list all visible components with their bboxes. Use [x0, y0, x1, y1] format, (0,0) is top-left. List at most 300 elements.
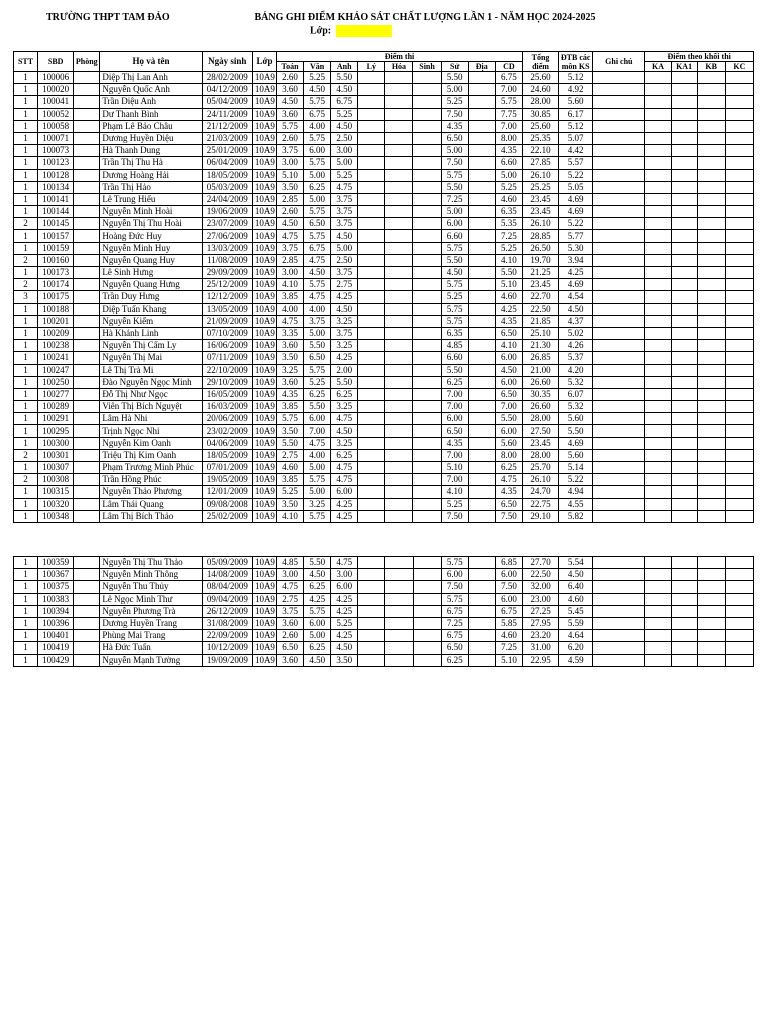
- table-cell: 3.85: [277, 291, 304, 303]
- table-cell: 5.25: [331, 169, 358, 181]
- table-cell: [468, 376, 495, 388]
- table-cell: 1: [14, 642, 38, 654]
- table-cell: 4.85: [441, 340, 468, 352]
- table-cell: [385, 132, 413, 144]
- table-cell: [468, 181, 495, 193]
- table-cell: [358, 510, 385, 522]
- table-cell: 5.60: [559, 96, 593, 108]
- table-cell: 100348: [38, 510, 74, 522]
- table-cell: [358, 388, 385, 400]
- table-cell-empty: [671, 340, 697, 352]
- table-cell: 5.82: [559, 510, 593, 522]
- table-cell: 10A9: [252, 462, 276, 474]
- table-cell: [413, 449, 441, 461]
- table-cell: 1: [14, 364, 38, 376]
- table-cell: 10A9: [252, 96, 276, 108]
- table-cell: Trần Thị Thu Hà: [100, 157, 202, 169]
- table-cell: 5.22: [559, 474, 593, 486]
- table-cell: 7.00: [441, 474, 468, 486]
- table-cell-empty: [593, 605, 645, 617]
- table-cell: 19/06/2009: [202, 206, 252, 218]
- table-cell: 1: [14, 352, 38, 364]
- table-cell: 4.35: [441, 437, 468, 449]
- table-cell: 6.00: [495, 425, 522, 437]
- table-cell: 5.22: [559, 218, 593, 230]
- table-cell: 1: [14, 340, 38, 352]
- table-cell: [385, 84, 413, 96]
- table-cell: [358, 291, 385, 303]
- table-cell-empty: [671, 84, 697, 96]
- table-cell: 18/05/2009: [202, 449, 252, 461]
- table-cell: 6.25: [441, 376, 468, 388]
- col-subject: Sinh: [413, 62, 441, 72]
- col-ngaysinh: Ngày sinh: [202, 52, 252, 72]
- table-cell: [468, 108, 495, 120]
- table-cell: 21/09/2009: [202, 315, 252, 327]
- table-cell-empty: [697, 327, 725, 339]
- table-cell: 6.75: [441, 605, 468, 617]
- table-cell-empty: [671, 96, 697, 108]
- table-cell: 3.75: [277, 242, 304, 254]
- table-cell: 4.20: [559, 364, 593, 376]
- table-cell: Nguyễn Kim Oanh: [100, 437, 202, 449]
- table-cell: 12/12/2009: [202, 291, 252, 303]
- table-cell: 4.35: [495, 145, 522, 157]
- table-cell-empty: [697, 181, 725, 193]
- table-cell: 100052: [38, 108, 74, 120]
- table-cell: [358, 437, 385, 449]
- table-cell: 4.50: [331, 425, 358, 437]
- table-cell-empty: [593, 72, 645, 84]
- table-cell-empty: [645, 510, 671, 522]
- table-cell: [385, 291, 413, 303]
- table-cell: 100071: [38, 132, 74, 144]
- table-cell: Nguyễn Minh Thông: [100, 569, 202, 581]
- table-cell: 4.50: [495, 364, 522, 376]
- table-cell: [413, 557, 441, 569]
- table-cell: 4.75: [304, 254, 331, 266]
- table-cell: Lê Thị Trà Mi: [100, 364, 202, 376]
- table-cell-empty: [671, 510, 697, 522]
- table-cell: 6.17: [559, 108, 593, 120]
- table-cell: [358, 581, 385, 593]
- table-cell: 7.50: [441, 510, 468, 522]
- table-cell: 4.37: [559, 315, 593, 327]
- table-cell: 2: [14, 474, 38, 486]
- table-cell: 29/09/2009: [202, 267, 252, 279]
- table-cell-empty: [697, 206, 725, 218]
- table-cell: [74, 364, 100, 376]
- table-cell: 8.00: [495, 132, 522, 144]
- table-cell: [385, 145, 413, 157]
- table-cell: 5.50: [495, 267, 522, 279]
- table-cell: 100419: [38, 642, 74, 654]
- table-cell: [413, 642, 441, 654]
- table-cell: 5.75: [304, 230, 331, 242]
- table-cell: 4.69: [559, 206, 593, 218]
- table-cell-empty: [697, 145, 725, 157]
- table-cell: [413, 569, 441, 581]
- table-cell: Nguyễn Minh Hoài: [100, 206, 202, 218]
- table-cell: 10A9: [252, 84, 276, 96]
- table-cell: 4.54: [559, 291, 593, 303]
- table-cell-empty: [671, 303, 697, 315]
- table-cell: [413, 401, 441, 413]
- table-cell: Nguyễn Quốc Anh: [100, 84, 202, 96]
- table-row: [14, 340, 754, 352]
- table-cell: 100058: [38, 120, 74, 132]
- table-row: [14, 352, 754, 364]
- table-cell: 1: [14, 630, 38, 642]
- table-cell-empty: [671, 425, 697, 437]
- table-cell: 3.25: [331, 437, 358, 449]
- table-cell: 21.00: [522, 364, 558, 376]
- table-cell: 04/12/2009: [202, 84, 252, 96]
- table-cell: 24.60: [522, 84, 558, 96]
- table-cell-empty: [671, 291, 697, 303]
- table-cell: [468, 630, 495, 642]
- table-cell: 5.54: [559, 557, 593, 569]
- table-cell: 21.30: [522, 340, 558, 352]
- table-cell-empty: [645, 230, 671, 242]
- table-cell: 4.10: [441, 486, 468, 498]
- table-cell: Hà Thanh Dung: [100, 145, 202, 157]
- table-cell-empty: [697, 157, 725, 169]
- table-cell: 16/05/2009: [202, 388, 252, 400]
- table-cell-empty: [671, 462, 697, 474]
- table-cell: 4.85: [277, 557, 304, 569]
- table-cell: 10A9: [252, 449, 276, 461]
- table-cell: 100315: [38, 486, 74, 498]
- table-cell: [358, 279, 385, 291]
- table-cell-empty: [697, 617, 725, 629]
- table-row: [14, 388, 754, 400]
- table-cell: 2.75: [277, 593, 304, 605]
- table-cell: Viên Thị Bích Nguyệt: [100, 401, 202, 413]
- table-cell: 4.25: [331, 605, 358, 617]
- table-cell: 07/01/2009: [202, 462, 252, 474]
- score-table-body: [14, 72, 754, 523]
- table-cell-empty: [725, 340, 753, 352]
- table-cell: 4.60: [495, 291, 522, 303]
- table-cell: 10A9: [252, 303, 276, 315]
- table-row: [14, 72, 754, 84]
- table-cell-empty: [725, 376, 753, 388]
- table-cell: 3.25: [331, 401, 358, 413]
- table-cell: 1: [14, 498, 38, 510]
- table-cell-empty: [697, 169, 725, 181]
- table-cell: 7.00: [441, 449, 468, 461]
- table-cell-empty: [671, 132, 697, 144]
- table-cell-empty: [645, 132, 671, 144]
- table-cell: [385, 617, 413, 629]
- table-cell: 1: [14, 230, 38, 242]
- table-cell: 3.60: [277, 617, 304, 629]
- table-cell: 26.60: [522, 376, 558, 388]
- table-cell: 6.00: [304, 617, 331, 629]
- table-cell: [74, 254, 100, 266]
- table-row: [14, 364, 754, 376]
- table-cell: 4.55: [559, 498, 593, 510]
- table-cell: Nguyễn Phương Trà: [100, 605, 202, 617]
- table-cell: [385, 72, 413, 84]
- table-cell: 10A9: [252, 593, 276, 605]
- table-cell-empty: [593, 169, 645, 181]
- table-cell: 3.00: [331, 145, 358, 157]
- table-cell-empty: [697, 486, 725, 498]
- table-cell: [413, 462, 441, 474]
- table-cell: [385, 388, 413, 400]
- table-cell: 5.75: [441, 557, 468, 569]
- table-cell: [74, 642, 100, 654]
- table-cell: 10A9: [252, 267, 276, 279]
- table-cell: 1: [14, 157, 38, 169]
- table-cell: 100175: [38, 291, 74, 303]
- table-cell: 5.12: [559, 120, 593, 132]
- table-row: [14, 169, 754, 181]
- table-cell: 26.60: [522, 401, 558, 413]
- table-cell: 10A9: [252, 218, 276, 230]
- table-cell-empty: [671, 388, 697, 400]
- table-cell: 26/12/2009: [202, 605, 252, 617]
- table-cell: 4.00: [304, 449, 331, 461]
- table-cell: 3.25: [304, 498, 331, 510]
- table-cell: 29/10/2009: [202, 376, 252, 388]
- table-cell: [74, 327, 100, 339]
- table-cell: 21.85: [522, 315, 558, 327]
- table-row: [14, 193, 754, 205]
- table-cell: 25.70: [522, 462, 558, 474]
- table-cell: Nguyễn Thị Cẩm Ly: [100, 340, 202, 352]
- table-cell: [385, 230, 413, 242]
- table-cell: [74, 617, 100, 629]
- table-cell: 3.75: [331, 193, 358, 205]
- table-row: [14, 327, 754, 339]
- table-cell: [468, 352, 495, 364]
- table-cell: 10A9: [252, 605, 276, 617]
- table-cell: 5.50: [559, 425, 593, 437]
- table-cell: 5.57: [559, 157, 593, 169]
- table-cell: 4.25: [304, 593, 331, 605]
- table-cell: [74, 218, 100, 230]
- table-cell: [74, 486, 100, 498]
- table-cell: 25.10: [522, 327, 558, 339]
- table-cell: 6.75: [331, 96, 358, 108]
- table-cell: 13/03/2009: [202, 242, 252, 254]
- table-cell: 4.00: [277, 303, 304, 315]
- table-cell: 22.50: [523, 569, 559, 581]
- table-cell: 6.85: [495, 557, 522, 569]
- table-cell-empty: [645, 364, 671, 376]
- table-cell-empty: [725, 486, 753, 498]
- table-cell: 27/06/2009: [202, 230, 252, 242]
- table-cell: 4.75: [331, 181, 358, 193]
- table-cell-empty: [671, 230, 697, 242]
- table-cell: 10A9: [252, 145, 276, 157]
- table-cell-empty: [645, 193, 671, 205]
- table-cell-empty: [593, 242, 645, 254]
- table-cell: 28.00: [522, 96, 558, 108]
- table-cell: 10A9: [252, 291, 276, 303]
- table-cell-empty: [671, 327, 697, 339]
- table-cell-empty: [671, 169, 697, 181]
- table-cell: [74, 132, 100, 144]
- table-cell: Nguyễn Kiểm: [100, 315, 202, 327]
- table-cell: [74, 462, 100, 474]
- table-cell: Phạm Trương Minh Phúc: [100, 462, 202, 474]
- table-cell-empty: [645, 413, 671, 425]
- table-cell: 7.25: [495, 230, 522, 242]
- table-cell: 5.75: [277, 413, 304, 425]
- table-cell: 24.70: [522, 486, 558, 498]
- table-cell: [468, 193, 495, 205]
- table-cell-empty: [593, 327, 645, 339]
- table-cell: Đỗ Thị Như Ngọc: [100, 388, 202, 400]
- table-cell-empty: [593, 401, 645, 413]
- table-cell: 1: [14, 569, 38, 581]
- table-cell: 4.10: [277, 510, 304, 522]
- table-cell: 10A9: [252, 401, 276, 413]
- table-cell-empty: [671, 569, 697, 581]
- table-cell-empty: [645, 617, 671, 629]
- table-cell-empty: [593, 376, 645, 388]
- table-cell-empty: [697, 498, 725, 510]
- table-cell: 5.50: [495, 413, 522, 425]
- table-cell-empty: [671, 437, 697, 449]
- table-cell: Dương Huyền Diệu: [100, 132, 202, 144]
- table-cell: 4.69: [559, 279, 593, 291]
- table-cell: 07/11/2009: [202, 352, 252, 364]
- table-cell: [358, 376, 385, 388]
- table-cell-empty: [725, 437, 753, 449]
- table-cell: [413, 510, 441, 522]
- table-cell: Nguyễn Thị Thu Thảo: [100, 557, 202, 569]
- table-cell-empty: [645, 388, 671, 400]
- table-cell: [358, 486, 385, 498]
- table-cell-empty: [725, 593, 753, 605]
- table-cell-empty: [593, 254, 645, 266]
- table-cell: [468, 425, 495, 437]
- table-cell: 1: [14, 437, 38, 449]
- table-cell: [468, 315, 495, 327]
- col-tong: Tổng điểm: [522, 52, 558, 72]
- table-cell: 2.85: [277, 254, 304, 266]
- table-cell-empty: [645, 242, 671, 254]
- table-cell: 26.85: [522, 352, 558, 364]
- table-cell: 5.50: [441, 181, 468, 193]
- table-cell: Nguyễn Quang Huy: [100, 254, 202, 266]
- col-phong: Phòng: [74, 52, 100, 72]
- table-cell: [358, 120, 385, 132]
- table-row: [14, 157, 754, 169]
- table-cell-empty: [645, 630, 671, 642]
- table-cell: [468, 437, 495, 449]
- table-cell: 5.00: [331, 157, 358, 169]
- table-cell: 18/05/2009: [202, 169, 252, 181]
- table-cell: 5.60: [495, 437, 522, 449]
- table-cell: 2.50: [331, 132, 358, 144]
- table-cell: 3.00: [277, 157, 304, 169]
- table-cell: 100073: [38, 145, 74, 157]
- table-cell: [413, 218, 441, 230]
- table-cell: [385, 120, 413, 132]
- table-cell: [74, 498, 100, 510]
- table-cell: [358, 303, 385, 315]
- table-cell-empty: [725, 327, 753, 339]
- table-cell: [385, 206, 413, 218]
- table-cell: 100041: [38, 96, 74, 108]
- table-cell-empty: [671, 474, 697, 486]
- table-cell: [358, 642, 385, 654]
- table-cell: 6.50: [495, 388, 522, 400]
- table-cell: 25.25: [522, 181, 558, 193]
- table-cell: 4.25: [331, 510, 358, 522]
- table-cell: [468, 120, 495, 132]
- table-cell: [413, 364, 441, 376]
- table-cell-empty: [645, 462, 671, 474]
- table-cell-empty: [671, 486, 697, 498]
- table-cell: [413, 206, 441, 218]
- table-row: [14, 181, 754, 193]
- table-cell: [413, 157, 441, 169]
- table-cell: 5.75: [304, 96, 331, 108]
- table-cell: 4.25: [331, 498, 358, 510]
- table-cell: [74, 206, 100, 218]
- col-lop: Lớp: [252, 52, 276, 72]
- table-cell: 5.75: [304, 364, 331, 376]
- table-cell: 25.35: [522, 132, 558, 144]
- table-cell-empty: [725, 169, 753, 181]
- table-row: [14, 96, 754, 108]
- table-cell: 3.75: [331, 267, 358, 279]
- table-cell: 100141: [38, 193, 74, 205]
- table-cell-empty: [697, 242, 725, 254]
- table-cell: 5.22: [559, 169, 593, 181]
- table-cell: 10A9: [252, 181, 276, 193]
- table-cell-empty: [725, 108, 753, 120]
- table-cell: 10A9: [252, 279, 276, 291]
- table-cell: 5.00: [331, 242, 358, 254]
- table-cell-empty: [593, 120, 645, 132]
- table-cell-empty: [671, 206, 697, 218]
- table-cell: 6.75: [304, 242, 331, 254]
- table-cell: [358, 413, 385, 425]
- table-cell: 1: [14, 376, 38, 388]
- table-cell: Lê Trung Hiếu: [100, 193, 202, 205]
- table-cell-empty: [645, 569, 671, 581]
- table-cell: 22/09/2009: [202, 630, 252, 642]
- table-cell-empty: [593, 388, 645, 400]
- table-cell: 25.60: [522, 72, 558, 84]
- table-cell-empty: [645, 401, 671, 413]
- table-cell: [358, 267, 385, 279]
- table-cell: 100201: [38, 315, 74, 327]
- table-cell: Nguyễn Quang Hưng: [100, 279, 202, 291]
- table-cell-empty: [697, 279, 725, 291]
- table-cell-empty: [697, 340, 725, 352]
- table-cell: 4.10: [277, 279, 304, 291]
- table-cell: 6.35: [495, 206, 522, 218]
- table-row: [14, 425, 754, 437]
- table-cell: [413, 315, 441, 327]
- table-cell: [358, 654, 385, 666]
- table-cell: [413, 291, 441, 303]
- table-cell: 6.25: [304, 581, 331, 593]
- table-cell: 21/12/2009: [202, 120, 252, 132]
- table-cell: 3: [14, 291, 38, 303]
- table-cell: 3.85: [277, 401, 304, 413]
- table-cell: 4.25: [331, 630, 358, 642]
